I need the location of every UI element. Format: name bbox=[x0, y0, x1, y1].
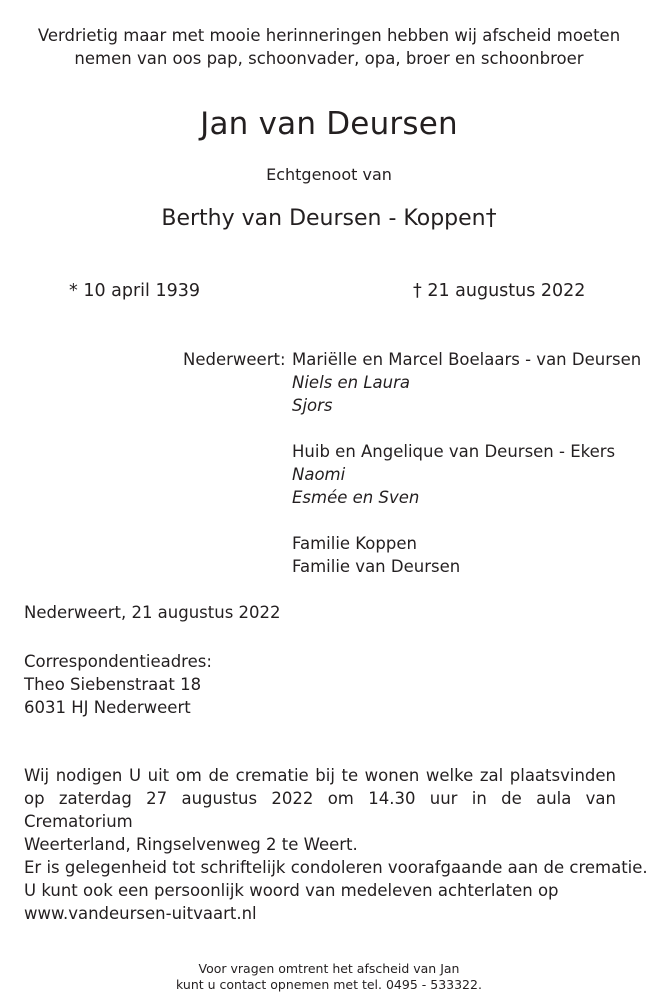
family-other: Familie Koppen bbox=[292, 534, 417, 553]
family-other: Familie van Deursen bbox=[292, 557, 461, 576]
intro-line: nemen van oos pap, schoonvader, opa, broer en schoonbroer bbox=[74, 49, 584, 68]
family-member-child: Esmée en Sven bbox=[292, 488, 420, 507]
cremation-line: op zaterdag 27 augustus 2022 om 14.30 uur in de aula van Crematorium bbox=[24, 789, 616, 831]
address-city: 6031 HJ Nederweert bbox=[24, 698, 191, 717]
death-date: † 21 augustus 2022 bbox=[413, 281, 586, 301]
family-member-child: Sjors bbox=[292, 396, 333, 415]
relation-label: Echtgenoot van bbox=[266, 165, 392, 184]
intro-text bbox=[0, 24, 658, 70]
deceased-name: Jan van Deursen bbox=[200, 106, 458, 142]
family-member-main: Huib en Angelique van Deursen - Ekers bbox=[292, 442, 616, 461]
cremation-line: Wij nodigen U uit om de crematie bij te wonen welke zal plaatsvinden bbox=[24, 766, 616, 785]
family-list bbox=[292, 348, 641, 578]
intro-line: Verdrietig maar met mooie herinneringen hebben wij afscheid moeten bbox=[37, 26, 621, 45]
address-label: Correspondentieadres: bbox=[24, 652, 212, 671]
correspondence-address bbox=[24, 650, 212, 719]
cremation-line: Weerterland, Ringselvenweg 2 te Weert. bbox=[24, 835, 358, 854]
footer-contact bbox=[0, 961, 658, 993]
footer-line: kunt u contact opnemen met tel. 0495 - 533322. bbox=[176, 977, 482, 992]
birth-date: * 10 april 1939 bbox=[69, 281, 200, 301]
address-street: Theo Siebenstraat 18 bbox=[24, 675, 202, 694]
place-date: Nederweert, 21 augustus 2022 bbox=[24, 603, 281, 622]
family-place-label: Nederweert: bbox=[183, 350, 286, 369]
footer-line: Voor vragen omtrent het afscheid van Jan bbox=[198, 961, 460, 976]
family-member-main: Mariëlle en Marcel Boelaars - van Deursen bbox=[292, 350, 642, 369]
condolence-info bbox=[24, 856, 648, 925]
cremation-invitation bbox=[24, 764, 616, 856]
family-member-child: Naomi bbox=[292, 465, 346, 484]
condolence-line: U kunt ook een persoonlijk woord van medeleven achterlaten op bbox=[24, 881, 559, 900]
spouse-name: Berthy van Deursen - Koppen† bbox=[161, 206, 497, 231]
family-member-child: Niels en Laura bbox=[292, 373, 411, 392]
condolence-url: www.vandeursen-uitvaart.nl bbox=[24, 904, 257, 923]
condolence-line: Er is gelegenheid tot schriftelijk condoleren voorafgaande aan de crematie. bbox=[24, 858, 648, 877]
